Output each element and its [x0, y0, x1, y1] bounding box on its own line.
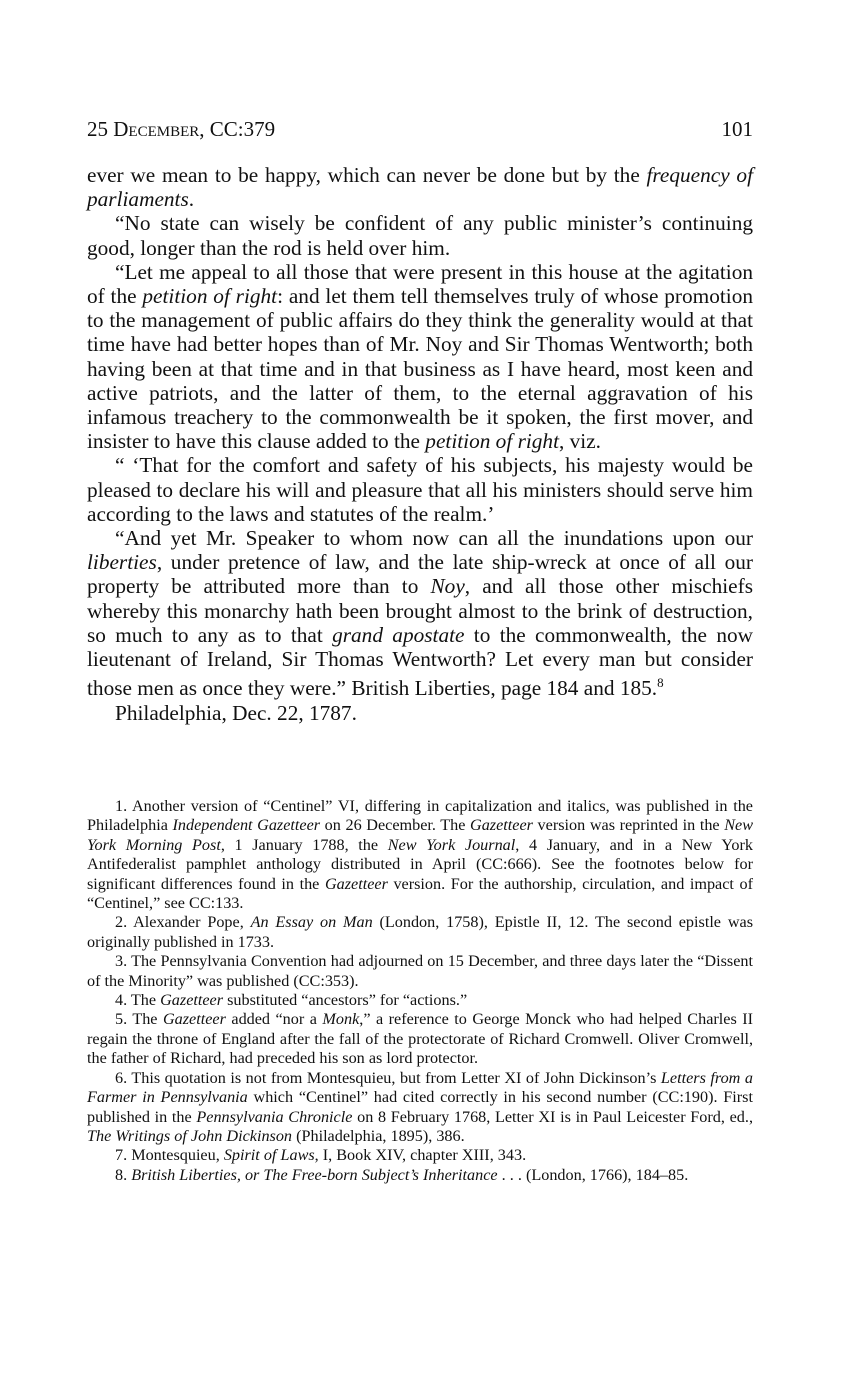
main-text [87, 163, 753, 725]
paragraph: “No state can wisely be confident of any public minister’s continuing good, longer than the rod is held over him. [87, 211, 753, 260]
paragraph: “And yet Mr. Speaker to whom now can all the inundations upon our liberties, under pretence of law, and the late ship-wreck at once of all our property be attributed more than to Noy, and all those other mischiefs whereby this monarchy hath been brought almost to the brink of destruction, so much to any as to that grand apostate to the commonwealth, the now lieutenant of Ireland, Sir Thomas Wentworth? Let every man but consider those men as once they were.” British Liberties, page 184 and 185.$^8$ [87, 526, 754, 701]
running-head-citation: 25 December, CC:379 [87, 117, 276, 141]
footnote-5: 5. The Gazetteer added “nor a Monk,” a reference to George Monck who had helped Charles II regain the throne of England after the fall of the protectorate of Richard Cromwell. Oliver Cromwell, the father of Richard, had preceded his son as lord protector. [87, 1010, 754, 1068]
paragraph: “Let me appeal to all those that were present in this house at the agitation of the petition of right: and let them tell themselves truly of whose promotion to the management of public affairs do they think the generality would at that time have had better hopes than of Mr. Noy and Sir Thomas Wentworth; both having been at that time and in that business as I have heard, most keen and active patriots, and the latter of them, to the eternal aggravation of his infamous treachery to the commonwealth be it spoken, the first mover, and insister to have this clause added to the petition of right, viz. [87, 259, 753, 454]
footnote-marker: 8 [657, 675, 664, 691]
footnote-7: 7. Montesquieu, Spirit of Laws, I, Book XIV, chapter XIII, 343. [115, 1146, 527, 1165]
footnote-8: 8. British Liberties, or The Free-born Subject’s Inheritance . . . (London, 1766), 184–85. [115, 1165, 689, 1184]
footnote-2: 2. Alexander Pope, An Essay on Man (London, 1758), Epistle II, 12. The second epistle was originally published in 1733. [87, 913, 753, 951]
paragraph: ever we mean to be happy, which can never be done but by the frequency of parliaments. [87, 163, 753, 212]
footnotes [87, 797, 753, 1185]
footnote-6: 6. This quotation is not from Montesquieu, but from Letter XI of John Dickinson’s Letters from a Farmer in Pennsylvania which “Centinel” had cited correctly in his second number (CC:190). First published in the Pennsylvania Chronicle on 8 February 1768, Letter XI is in Paul Leicester Ford, ed., The Writings of John Dickinson (Philadelphia, 1895), 386. [87, 1068, 753, 1145]
footnote-1: 1. Another version of “Centinel” VI, differing in capitalization and italics, was published in the Philadelphia Independent Gazetteer on 26 December. The Gazetteer version was reprinted in the New York Morning Post, 1 January 1788, the New York Journal, 4 January, and in a New York Antifederalist pamphlet anthology distributed in April (CC:666). See the footnotes below for significant differences found in the Gazetteer version. For the authorship, circulation, and impact of “Centinel,” see CC:133. [87, 797, 754, 913]
page-number: 101 [721, 117, 753, 141]
footnote-3: 3. The Pennsylvania Convention had adjourned on 15 December, and three days later the “Dissent of the Minority” was published (CC:353). [87, 952, 753, 990]
running-head-month: December [113, 117, 200, 141]
paragraph: “ ‘That for the comfort and safety of his subjects, his majesty would be pleased to declare his will and pleasure that all his ministers should serve him according to the laws and statutes of the realm.’ [87, 453, 753, 526]
dateline: Philadelphia, Dec. 22, 1787. [115, 700, 357, 725]
footnote-4: 4. The Gazetteer substituted “ancestors” for “actions.” [115, 991, 468, 1010]
running-head [87, 116, 753, 142]
